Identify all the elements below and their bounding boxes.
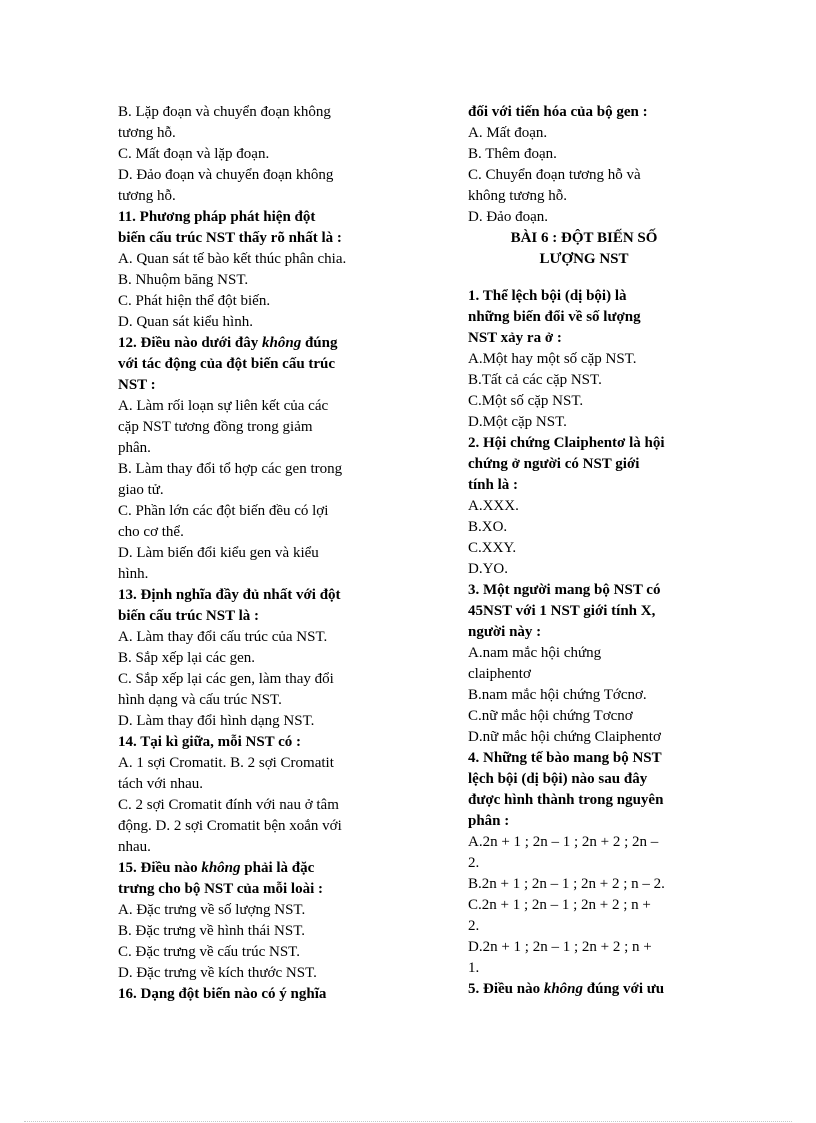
- text-segment: A.XXX.: [468, 498, 519, 514]
- text-segment: C.2n + 1 ; 2n – 1 ; 2n + 2 ; n +: [468, 897, 651, 913]
- answer-line: [118, 312, 386, 333]
- question-line: [468, 328, 700, 349]
- answer-line: [118, 816, 386, 837]
- answer-line: [468, 349, 700, 370]
- text-segment: A. Đặc trưng về số lượng NST.: [118, 902, 306, 918]
- emphasis-text: không: [543, 981, 584, 997]
- text-segment: D.2n + 1 ; 2n – 1 ; 2n + 2 ; n +: [468, 939, 652, 955]
- text-segment: 13. Định nghĩa đầy đủ nhất với đột: [118, 587, 341, 603]
- text-segment: B. Sắp xếp lại các gen.: [118, 650, 256, 666]
- text-segment: nhau.: [118, 839, 151, 855]
- answer-line: [118, 900, 386, 921]
- text-segment: đúng: [301, 335, 338, 351]
- text-segment: D. Đảo đoạn và chuyển đoạn không: [118, 167, 334, 183]
- text-segment: những biến đổi về số lượng: [468, 309, 641, 325]
- page-bottom-divider: [24, 1121, 792, 1122]
- text-segment: D. Làm thay đổi hình dạng NST.: [118, 713, 315, 729]
- text-segment: B. Làm thay đổi tổ hợp các gen trong: [118, 461, 343, 477]
- text-segment: D. Quan sát kiểu hình.: [118, 314, 253, 330]
- answer-line: [468, 853, 700, 874]
- text-segment: 1. Thể lệch bội (dị bội) là: [468, 288, 627, 304]
- answer-line: [468, 937, 700, 958]
- text-segment: A. Quan sát tế bào kết thúc phân chia.: [118, 251, 347, 267]
- text-segment: 2.: [468, 918, 480, 934]
- text-segment: 11. Phương pháp phát hiện đột: [118, 209, 316, 225]
- answer-line: [118, 522, 386, 543]
- question-line: [468, 790, 700, 811]
- text-segment: C. Đặc trưng về cấu trúc NST.: [118, 944, 300, 960]
- text-segment: C.nữ mắc hội chứng Tơcnơ: [468, 708, 633, 724]
- text-segment: tính là :: [468, 477, 519, 493]
- text-segment: tách với nhau.: [118, 776, 203, 792]
- text-segment: cặp NST tương đồng trong giảm: [118, 419, 313, 435]
- answer-line: [118, 144, 386, 165]
- question-line: [468, 286, 700, 307]
- answer-line: [118, 165, 386, 186]
- spacer: [468, 270, 700, 286]
- question-line: [468, 454, 700, 475]
- answer-line: [468, 538, 700, 559]
- text-segment: đúng với ưu: [583, 981, 665, 997]
- text-segment: D. Đặc trưng về kích thước NST.: [118, 965, 317, 981]
- answer-line: [118, 543, 386, 564]
- answer-line: [468, 207, 700, 228]
- answer-line: [118, 123, 386, 144]
- text-segment: C. Sắp xếp lại các gen, làm thay đổi: [118, 671, 334, 687]
- text-segment: B. Nhuộm băng NST.: [118, 272, 249, 288]
- text-segment: người này :: [468, 624, 542, 640]
- text-segment: 16. Dạng đột biến nào có ý nghĩa: [118, 986, 327, 1002]
- answer-line: [468, 559, 700, 580]
- text-segment: được hình thành trong nguyên: [468, 792, 664, 808]
- text-segment: B. Đặc trưng về hình thái NST.: [118, 923, 305, 939]
- answer-line: [468, 517, 700, 538]
- answer-line: [118, 669, 386, 690]
- answer-line: [118, 795, 386, 816]
- text-segment: A.Một hay một số cặp NST.: [468, 351, 637, 367]
- emphasis-text: không: [201, 860, 241, 876]
- question-line: [468, 580, 700, 601]
- text-segment: C. Chuyển đoạn tương hỗ và: [468, 167, 641, 183]
- text-segment: D. Làm biến đổi kiểu gen và kiểu: [118, 545, 319, 561]
- text-segment: 5. Điều nào: [468, 981, 544, 997]
- answer-line: [468, 916, 700, 937]
- question-line: [468, 748, 700, 769]
- question-line: [118, 879, 386, 900]
- emphasis-text: không: [262, 335, 302, 351]
- section-heading-line: [468, 228, 700, 249]
- text-segment: B. Lặp đoạn và chuyển đoạn không: [118, 104, 331, 120]
- question-line: [118, 207, 386, 228]
- answer-line: [468, 412, 700, 433]
- text-segment: D.Một cặp NST.: [468, 414, 567, 430]
- text-segment: A. Làm thay đổi cấu trúc của NST.: [118, 629, 328, 645]
- question-line: [118, 606, 386, 627]
- answer-line: [468, 165, 700, 186]
- answer-line: [118, 501, 386, 522]
- answer-line: [468, 895, 700, 916]
- answer-line: [468, 370, 700, 391]
- text-segment: cho cơ thể.: [118, 524, 184, 540]
- answer-line: [468, 496, 700, 517]
- text-segment: A. Làm rối loạn sự liên kết của các: [118, 398, 329, 414]
- question-line: [118, 228, 386, 249]
- question-line: [118, 858, 386, 879]
- question-line: [468, 102, 700, 123]
- text-segment: với tác động của đột biến cấu trúc: [118, 356, 336, 372]
- text-segment: B.2n + 1 ; 2n – 1 ; 2n + 2 ; n – 2.: [468, 876, 665, 892]
- answer-line: [468, 685, 700, 706]
- answer-line: [118, 774, 386, 795]
- answer-line: [118, 627, 386, 648]
- text-segment: C. Phát hiện thể đột biến.: [118, 293, 271, 309]
- answer-line: [118, 459, 386, 480]
- text-segment: 12. Điều nào dưới đây: [118, 335, 263, 351]
- text-segment: biến cấu trúc NST thấy rõ nhất là :: [118, 230, 342, 246]
- text-segment: trưng cho bộ NST của mỗi loài :: [118, 881, 323, 897]
- text-segment: 3. Một người mang bộ NST có: [468, 582, 661, 598]
- left-column: [118, 102, 386, 1005]
- answer-line: [118, 921, 386, 942]
- question-line: [118, 333, 386, 354]
- text-segment: B.nam mắc hội chứng Tớcnơ.: [468, 687, 647, 703]
- question-line: [468, 979, 700, 1000]
- text-segment: C. Phần lớn các đột biến đều có lợi: [118, 503, 329, 519]
- answer-line: [468, 643, 700, 664]
- text-segment: giao tử.: [118, 482, 164, 498]
- text-segment: lệch bội (dị bội) nào sau đây: [468, 771, 648, 787]
- text-segment: chứng ở người có NST giới: [468, 456, 640, 472]
- question-line: [118, 354, 386, 375]
- answer-line: [118, 438, 386, 459]
- text-segment: hình.: [118, 566, 149, 582]
- text-segment: 2. Hội chứng Claiphentơ là hội: [468, 435, 665, 451]
- text-segment: B.XO.: [468, 519, 508, 535]
- answer-line: [468, 186, 700, 207]
- question-line: [468, 622, 700, 643]
- text-segment: tương hỗ.: [118, 125, 176, 141]
- text-segment: B. Thêm đoạn.: [468, 146, 557, 162]
- text-segment: phải là đặc: [240, 860, 315, 876]
- answer-line: [468, 664, 700, 685]
- text-segment: A. Mất đoạn.: [468, 125, 548, 141]
- text-segment: A. 1 sợi Cromatit. B. 2 sợi Cromatit: [118, 755, 334, 771]
- answer-line: [118, 648, 386, 669]
- text-segment: hình dạng và cấu trúc NST.: [118, 692, 282, 708]
- answer-line: [118, 417, 386, 438]
- answer-line: [118, 942, 386, 963]
- answer-line: [468, 144, 700, 165]
- text-segment: C. 2 sợi Cromatit đính với nau ở tâm: [118, 797, 339, 813]
- text-segment: không tương hỗ.: [468, 188, 567, 204]
- text-segment: đối với tiến hóa của bộ gen :: [468, 104, 648, 120]
- answer-line: [118, 963, 386, 984]
- text-segment: biến cấu trúc NST là :: [118, 608, 259, 624]
- text-segment: động. D. 2 sợi Cromatit bện xoắn với: [118, 818, 342, 834]
- answer-line: [118, 291, 386, 312]
- text-segment: NST xảy ra ở :: [468, 330, 562, 346]
- text-segment: 2.: [468, 855, 480, 871]
- text-segment: A.nam mắc hội chứng: [468, 645, 602, 661]
- text-segment: D.YO.: [468, 561, 508, 577]
- answer-line: [468, 727, 700, 748]
- question-line: [468, 307, 700, 328]
- text-segment: NST :: [118, 377, 156, 393]
- text-segment: 14. Tại kì giữa, mỗi NST có :: [118, 734, 302, 750]
- answer-line: [118, 564, 386, 585]
- answer-line: [118, 690, 386, 711]
- answer-line: [118, 837, 386, 858]
- answer-line: [468, 706, 700, 727]
- question-line: [118, 732, 386, 753]
- right-column: [468, 102, 700, 1000]
- text-segment: phân :: [468, 813, 510, 829]
- text-segment: C. Mất đoạn và lặp đoạn.: [118, 146, 270, 162]
- text-segment: LƯỢNG NST: [539, 251, 629, 267]
- text-segment: D. Đảo đoạn.: [468, 209, 548, 225]
- answer-line: [118, 753, 386, 774]
- question-line: [468, 433, 700, 454]
- text-segment: 45NST với 1 NST giới tính X,: [468, 603, 656, 619]
- section-heading-line: [468, 249, 700, 270]
- question-line: [468, 601, 700, 622]
- question-line: [468, 811, 700, 832]
- text-segment: A.2n + 1 ; 2n – 1 ; 2n + 2 ; 2n –: [468, 834, 659, 850]
- text-segment: BÀI 6 : ĐỘT BIẾN SỐ: [510, 230, 658, 246]
- question-line: [118, 984, 386, 1005]
- text-segment: phân.: [118, 440, 151, 456]
- question-line: [468, 769, 700, 790]
- answer-line: [118, 396, 386, 417]
- answer-line: [468, 874, 700, 895]
- text-segment: 15. Điều nào: [118, 860, 202, 876]
- text-segment: B.Tất cả các cặp NST.: [468, 372, 602, 388]
- answer-line: [118, 270, 386, 291]
- answer-line: [118, 249, 386, 270]
- text-segment: C.Một số cặp NST.: [468, 393, 584, 409]
- answer-line: [118, 186, 386, 207]
- answer-line: [468, 832, 700, 853]
- text-segment: claiphentơ: [468, 666, 531, 682]
- text-segment: D.nữ mắc hội chứng Claiphentơ: [468, 729, 661, 745]
- question-line: [118, 585, 386, 606]
- answer-line: [118, 102, 386, 123]
- answer-line: [468, 391, 700, 412]
- answer-line: [468, 958, 700, 979]
- text-segment: 1.: [468, 960, 480, 976]
- answer-line: [468, 123, 700, 144]
- text-segment: tương hỗ.: [118, 188, 176, 204]
- answer-line: [118, 480, 386, 501]
- text-segment: C.XXY.: [468, 540, 517, 556]
- answer-line: [118, 711, 386, 732]
- question-line: [118, 375, 386, 396]
- question-line: [468, 475, 700, 496]
- text-segment: 4. Những tế bào mang bộ NST: [468, 750, 662, 766]
